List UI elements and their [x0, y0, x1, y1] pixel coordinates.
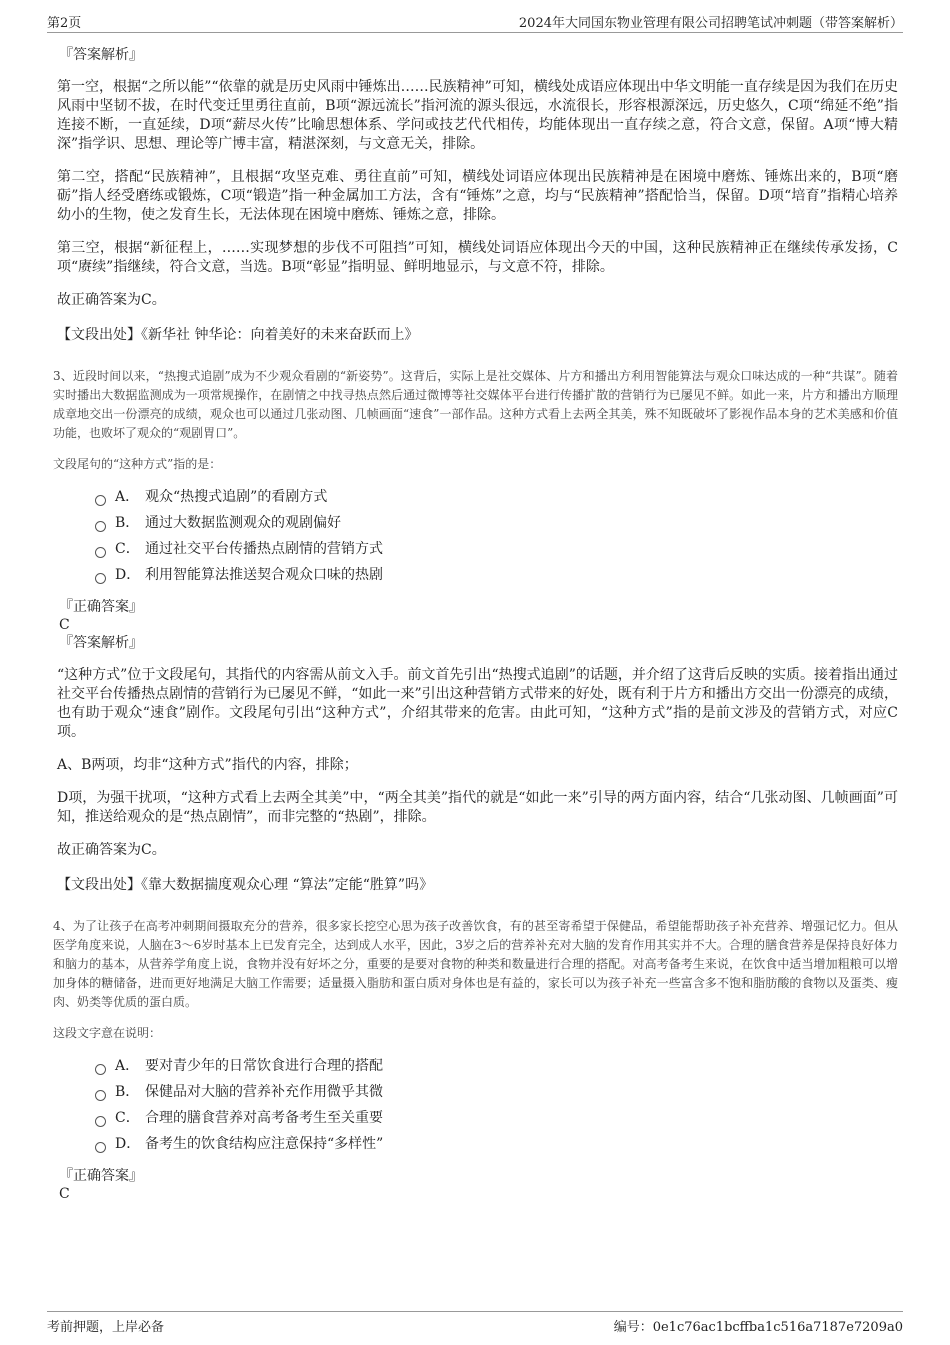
- correct-answer: C: [59, 1186, 70, 1202]
- question-4-text: 4、为了让孩子在高考冲刺期间摄取充分的营养，很多家长挖空心思为孩子改善饮食，有的甚至寄希望于保健品，希望能帮助孩子补充营养、增强记忆力。但从医学角度来说，人脑在3～6岁时基本上已发育完全，达到成人水平，因此，3岁之后的营养补充对大脑的发育作用其实并不大。合理的膳食营养是保持良好体力和脑力的基本，从营养学角度上说，食物并没有好坏之分，重要的是要对食物的种类和数量进行合理的搭配。对高考备考生来说，在饮食中适当增加粗粮可以增加身体的糖储备，进而更好地满足大脑工作需要；适量摄入脂肪和蛋白质对身体也是有益的，家长可以为孩子补充一些富含多不饱和脂肪酸的食物以及蛋类、瘦肉、奶类等优质的蛋白质。: [53, 919, 898, 1009]
- option-c[interactable]: C． 合理的膳食营养对高考备考生至关重要: [95, 1109, 898, 1135]
- option-c[interactable]: C． 通过社交平台传播热点剧情的营销方式: [95, 540, 898, 566]
- page-content: [53, 46, 898, 1203]
- question-3-stem: 文段尾句的“这种方式”指的是：: [53, 457, 222, 471]
- footer-slogan: 考前押题，上岸必备: [47, 1320, 165, 1335]
- analysis-conclusion: 故正确答案为C。: [57, 842, 166, 858]
- question-4-options: [95, 1057, 898, 1161]
- correct-answer-label: 『正确答案』: [59, 599, 143, 615]
- radio-icon[interactable]: [95, 1064, 106, 1075]
- document-id: 编号：0e1c76ac1bcffba1c516a7187e7209a0: [613, 1320, 903, 1335]
- option-d[interactable]: D． 利用智能算法推送契合观众口味的热剧: [95, 566, 898, 592]
- analysis-paragraph: A、B两项，均非“这种方式”指代的内容，排除；: [57, 757, 358, 773]
- radio-icon[interactable]: [95, 573, 106, 584]
- radio-icon[interactable]: [95, 1142, 106, 1153]
- page-number: 第2页: [47, 16, 82, 31]
- radio-icon[interactable]: [95, 547, 106, 558]
- question-3-options: [95, 488, 898, 592]
- passage-source: 【文段出处】《靠大数据揣度观众心理 “算法”定能“胜算”吗》: [57, 877, 434, 893]
- option-b[interactable]: B． 保健品对大脑的营养补充作用微乎其微: [95, 1083, 898, 1109]
- option-d[interactable]: D． 备考生的饮食结构应注意保持“多样性”: [95, 1135, 898, 1161]
- page-header: [47, 12, 903, 33]
- analysis-conclusion: 故正确答案为C。: [57, 292, 166, 308]
- radio-icon[interactable]: [95, 1116, 106, 1127]
- correct-answer-label: 『正确答案』: [59, 1168, 143, 1184]
- radio-icon[interactable]: [95, 521, 106, 532]
- analysis-paragraph: D项，为强干扰项，“这种方式看上去两全其美”中，“两全其美”指代的就是“如此一来”引导的两方面内容，结合“几张动图、几帧画面”可知，推送给观众的是“热点剧情”，而非完整的“热剧”，排除。: [57, 790, 898, 825]
- correct-answer: C: [59, 617, 70, 633]
- passage-source: 【文段出处】《新华社 钟华论：向着美好的未来奋跃而上》: [57, 327, 419, 343]
- analysis-paragraph: 第一空，根据“之所以能”“依靠的就是历史风雨中锤炼出……民族精神”可知，横线处成语应体现出中华文明能一直存续是因为我们在历史风雨中坚韧不拔，在时代变迁里勇往直前，B项“源远流长”指河流的源头很远，水流很长，形容根源深远，历史悠久，C项“绵延不绝”指连接不断，一直延续，D项“薪尽火传”比喻思想体系、学问或技艺代代相传，均能体现出一直存续之意，符合文意，保留。A项“博大精深”指学识、思想、理论等广博丰富，精湛深刻，与文意无关，排除。: [57, 79, 898, 152]
- analysis-label: 『答案解析』: [59, 635, 143, 651]
- option-a[interactable]: A． 观众“热搜式追剧”的看剧方式: [95, 488, 898, 514]
- radio-icon[interactable]: [95, 495, 106, 506]
- option-b[interactable]: B． 通过大数据监测观众的观剧偏好: [95, 514, 898, 540]
- radio-icon[interactable]: [95, 1090, 106, 1101]
- analysis-label: 『答案解析』: [59, 47, 143, 63]
- analysis-paragraph: “这种方式”位于文段尾句，其指代的内容需从前文入手。前文首先引出“热搜式追剧”的话题，并介绍了这背后反映的实质。接着指出通过社交平台传播热点剧情的营销行为已屡见不鲜，“如此一来”引出这种营销方式带来的好处，既有利于片方和播出方交出一份漂亮的成绩，也有助于观众“速食”剧作。文段尾句引出“这种方式”，介绍其带来的危害。由此可知，“这种方式”指的是前文涉及的营销方式，对应C项。: [57, 667, 898, 740]
- option-a[interactable]: A． 要对青少年的日常饮食进行合理的搭配: [95, 1057, 898, 1083]
- analysis-paragraph: 第三空，根据“新征程上，……实现梦想的步伐不可阻挡”可知，横线处词语应体现出今天的中国，这种民族精神正在继续传承发扬，C项“赓续”指继续，符合文意，当选。B项“彰显”指明显、鲜明地显示，与文意不符，排除。: [57, 240, 898, 275]
- document-title: 2024年大同国东物业管理有限公司招聘笔试冲刺题（带答案解析）: [518, 16, 903, 31]
- analysis-paragraph: 第二空，搭配“民族精神”，且根据“攻坚克难、勇往直前”可知，横线处词语应体现出民族精神是在困境中磨炼、锤炼出来的，B项“磨砺”指人经受磨练或锻炼，C项“锻造”指一种金属加工方法，含有“锤炼”之意，均与“民族精神”搭配恰当，保留。D项“培育”指精心培养幼小的生物，使之发育生长，无法体现在困境中磨炼、锤炼之意，排除。: [57, 169, 898, 223]
- page-footer: [47, 1311, 903, 1338]
- question-4-stem: 这段文字意在说明：: [53, 1026, 162, 1040]
- question-3-text: 3、近段时间以来，“热搜式追剧”成为不少观众看剧的“新姿势”。这背后，实际上是社交媒体、片方和播出方利用智能算法与观众口味达成的一种“共谋”。随着实时播出大数据监测成为一项常规操作，在剧情之中找寻热点然后通过微博等社交媒体平台进行传播扩散的营销行为已屡见不鲜。如此一来，片方和播出方顺理成章地交出一份漂亮的成绩，观众也可以通过几张动图、几帧画面“速食”一部作品。这种方式看上去两全其美，殊不知既破坏了影视作品本身的艺术美感和价值功能，也败坏了观众的“观剧胃口”。: [53, 369, 898, 440]
